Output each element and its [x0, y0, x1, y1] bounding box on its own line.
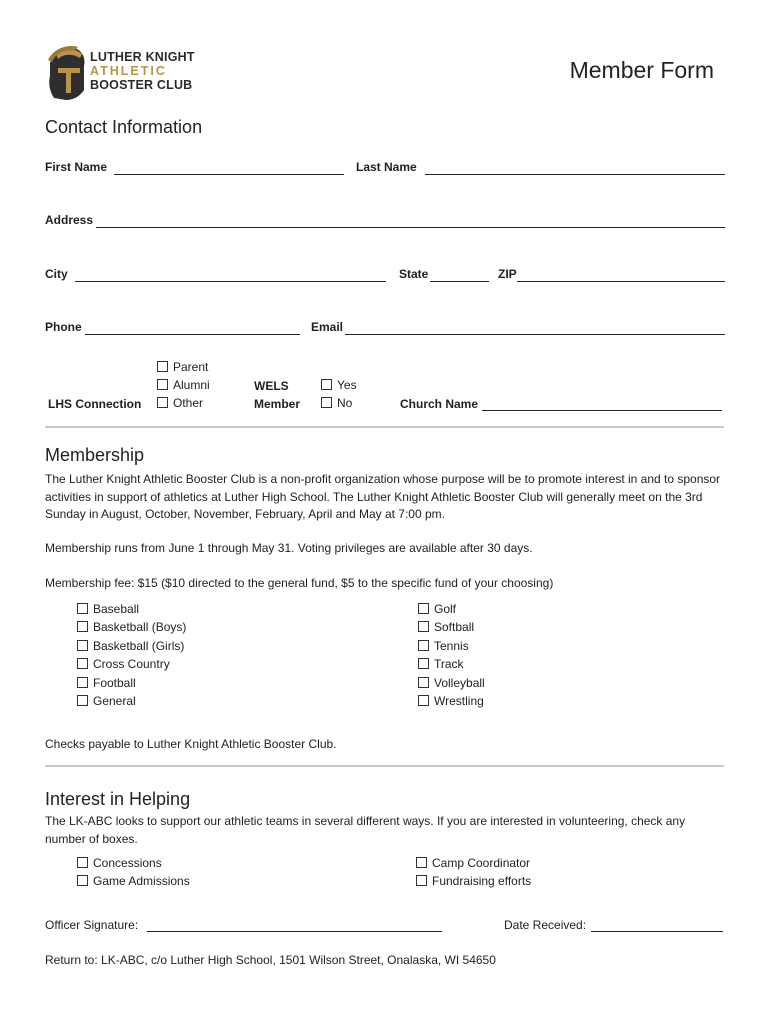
return-address: Return to: LK-ABC, c/o Luther High School, 1501 Wilson Street, Onalaska, WI 54650 — [45, 953, 496, 967]
city-label: City — [45, 267, 68, 281]
checkbox[interactable] — [77, 621, 88, 632]
membership-description: The Luther Knight Athletic Booster Club is a non-profit organization whose purpose will be to promote interest in and to sponsor activities in support of athletics at Luther High School. The Luther Knight Athletic Booster Club will generally meet on the 3rd Sunday in August, October, November, February, April and May at 7:00 pm. — [45, 472, 721, 521]
zip-label: ZIP — [498, 267, 517, 281]
sport-softball[interactable]: Softball — [418, 618, 485, 636]
option-no[interactable]: No — [321, 394, 357, 412]
last-name-label: Last Name — [356, 160, 417, 174]
checks-payable: Checks payable to Luther Knight Athletic Booster Club. — [45, 737, 337, 751]
address-label: Address — [45, 213, 94, 227]
club-logo — [44, 44, 195, 104]
membership-fee: Membership fee: $15 ($10 directed to the general fund, $5 to the specific fund of your choosing) — [45, 576, 554, 590]
helping-list-right — [416, 854, 531, 891]
option-alumni[interactable]: Alumni — [157, 376, 210, 394]
checkbox[interactable] — [157, 379, 168, 390]
address-field[interactable] — [96, 227, 725, 228]
help-fundraising[interactable]: Fundraising efforts — [416, 872, 531, 890]
option-other[interactable]: Other — [157, 394, 210, 412]
checkbox[interactable] — [157, 361, 168, 372]
officer-signature-field[interactable] — [147, 931, 442, 932]
checkbox[interactable] — [418, 621, 429, 632]
checkbox[interactable] — [418, 695, 429, 706]
checkbox[interactable] — [77, 640, 88, 651]
checkbox[interactable] — [418, 677, 429, 688]
helping-heading: Interest in Helping — [45, 789, 191, 809]
date-received-label: Date Received: — [504, 918, 587, 932]
section-divider — [45, 765, 724, 767]
option-parent[interactable]: Parent — [157, 358, 210, 376]
checkbox[interactable] — [416, 857, 427, 868]
checkbox[interactable] — [77, 603, 88, 614]
sport-general[interactable]: General — [77, 692, 186, 710]
checkbox[interactable] — [157, 397, 168, 408]
checkbox[interactable] — [77, 677, 88, 688]
phone-label: Phone — [45, 320, 82, 334]
wels-member-label: Member — [254, 397, 301, 411]
section-divider — [45, 426, 724, 428]
sport-basketball-boys[interactable]: Basketball (Boys) — [77, 618, 186, 636]
helping-list-left — [77, 854, 190, 891]
logo-line-1: LUTHER KNIGHT — [90, 50, 195, 64]
checkbox[interactable] — [418, 658, 429, 669]
membership-runs: Membership runs from June 1 through May 31. Voting privileges are available after 30 days. — [45, 541, 533, 555]
logo-line-2: ATHLETIC — [90, 64, 167, 78]
helping-description: The LK-ABC looks to support our athletic teams in several different ways. If you are interested in volunteering, check any number of boxes. — [45, 814, 686, 846]
logo-line-3: BOOSTER CLUB — [90, 78, 193, 92]
option-yes[interactable]: Yes — [321, 376, 357, 394]
checkbox[interactable] — [418, 640, 429, 651]
phone-field[interactable] — [85, 334, 300, 335]
sport-baseball[interactable]: Baseball — [77, 600, 186, 618]
lhs-connection-options — [157, 358, 210, 412]
wels-label: WELS — [254, 379, 289, 393]
lhs-connection-label: LHS Connection — [48, 397, 142, 411]
checkbox[interactable] — [321, 379, 332, 390]
sport-track[interactable]: Track — [418, 655, 485, 673]
first-name-label: First Name — [45, 160, 108, 174]
officer-signature-label: Officer Signature: — [45, 918, 139, 932]
last-name-field[interactable] — [425, 174, 725, 175]
checkbox[interactable] — [77, 875, 88, 886]
help-concessions[interactable]: Concessions — [77, 854, 190, 872]
wels-options — [321, 376, 357, 412]
sports-list-right — [418, 600, 485, 710]
church-name-label: Church Name — [400, 397, 479, 411]
first-name-field[interactable] — [114, 174, 344, 175]
city-field[interactable] — [75, 281, 386, 282]
date-received-field[interactable] — [591, 931, 723, 932]
sports-list-left — [77, 600, 186, 710]
checkbox[interactable] — [321, 397, 332, 408]
church-name-field[interactable] — [482, 410, 722, 411]
sport-golf[interactable]: Golf — [418, 600, 485, 618]
help-camp-coordinator[interactable]: Camp Coordinator — [416, 854, 531, 872]
contact-heading: Contact Information — [45, 117, 203, 137]
state-field[interactable] — [430, 281, 489, 282]
state-label: State — [399, 267, 429, 281]
sport-wrestling[interactable]: Wrestling — [418, 692, 485, 710]
sport-football[interactable]: Football — [77, 674, 186, 692]
email-field[interactable] — [345, 334, 725, 335]
zip-field[interactable] — [517, 281, 725, 282]
sport-cross-country[interactable]: Cross Country — [77, 655, 186, 673]
email-label: Email — [311, 320, 344, 334]
checkbox[interactable] — [416, 875, 427, 886]
checkbox[interactable] — [77, 695, 88, 706]
sport-tennis[interactable]: Tennis — [418, 637, 485, 655]
page-title: Member Form — [569, 57, 714, 83]
knight-helmet-icon — [44, 44, 88, 102]
checkbox[interactable] — [77, 658, 88, 669]
help-game-admissions[interactable]: Game Admissions — [77, 872, 190, 890]
sport-volleyball[interactable]: Volleyball — [418, 674, 485, 692]
checkbox[interactable] — [77, 857, 88, 868]
sport-basketball-girls[interactable]: Basketball (Girls) — [77, 637, 186, 655]
membership-heading: Membership — [45, 445, 145, 465]
checkbox[interactable] — [418, 603, 429, 614]
